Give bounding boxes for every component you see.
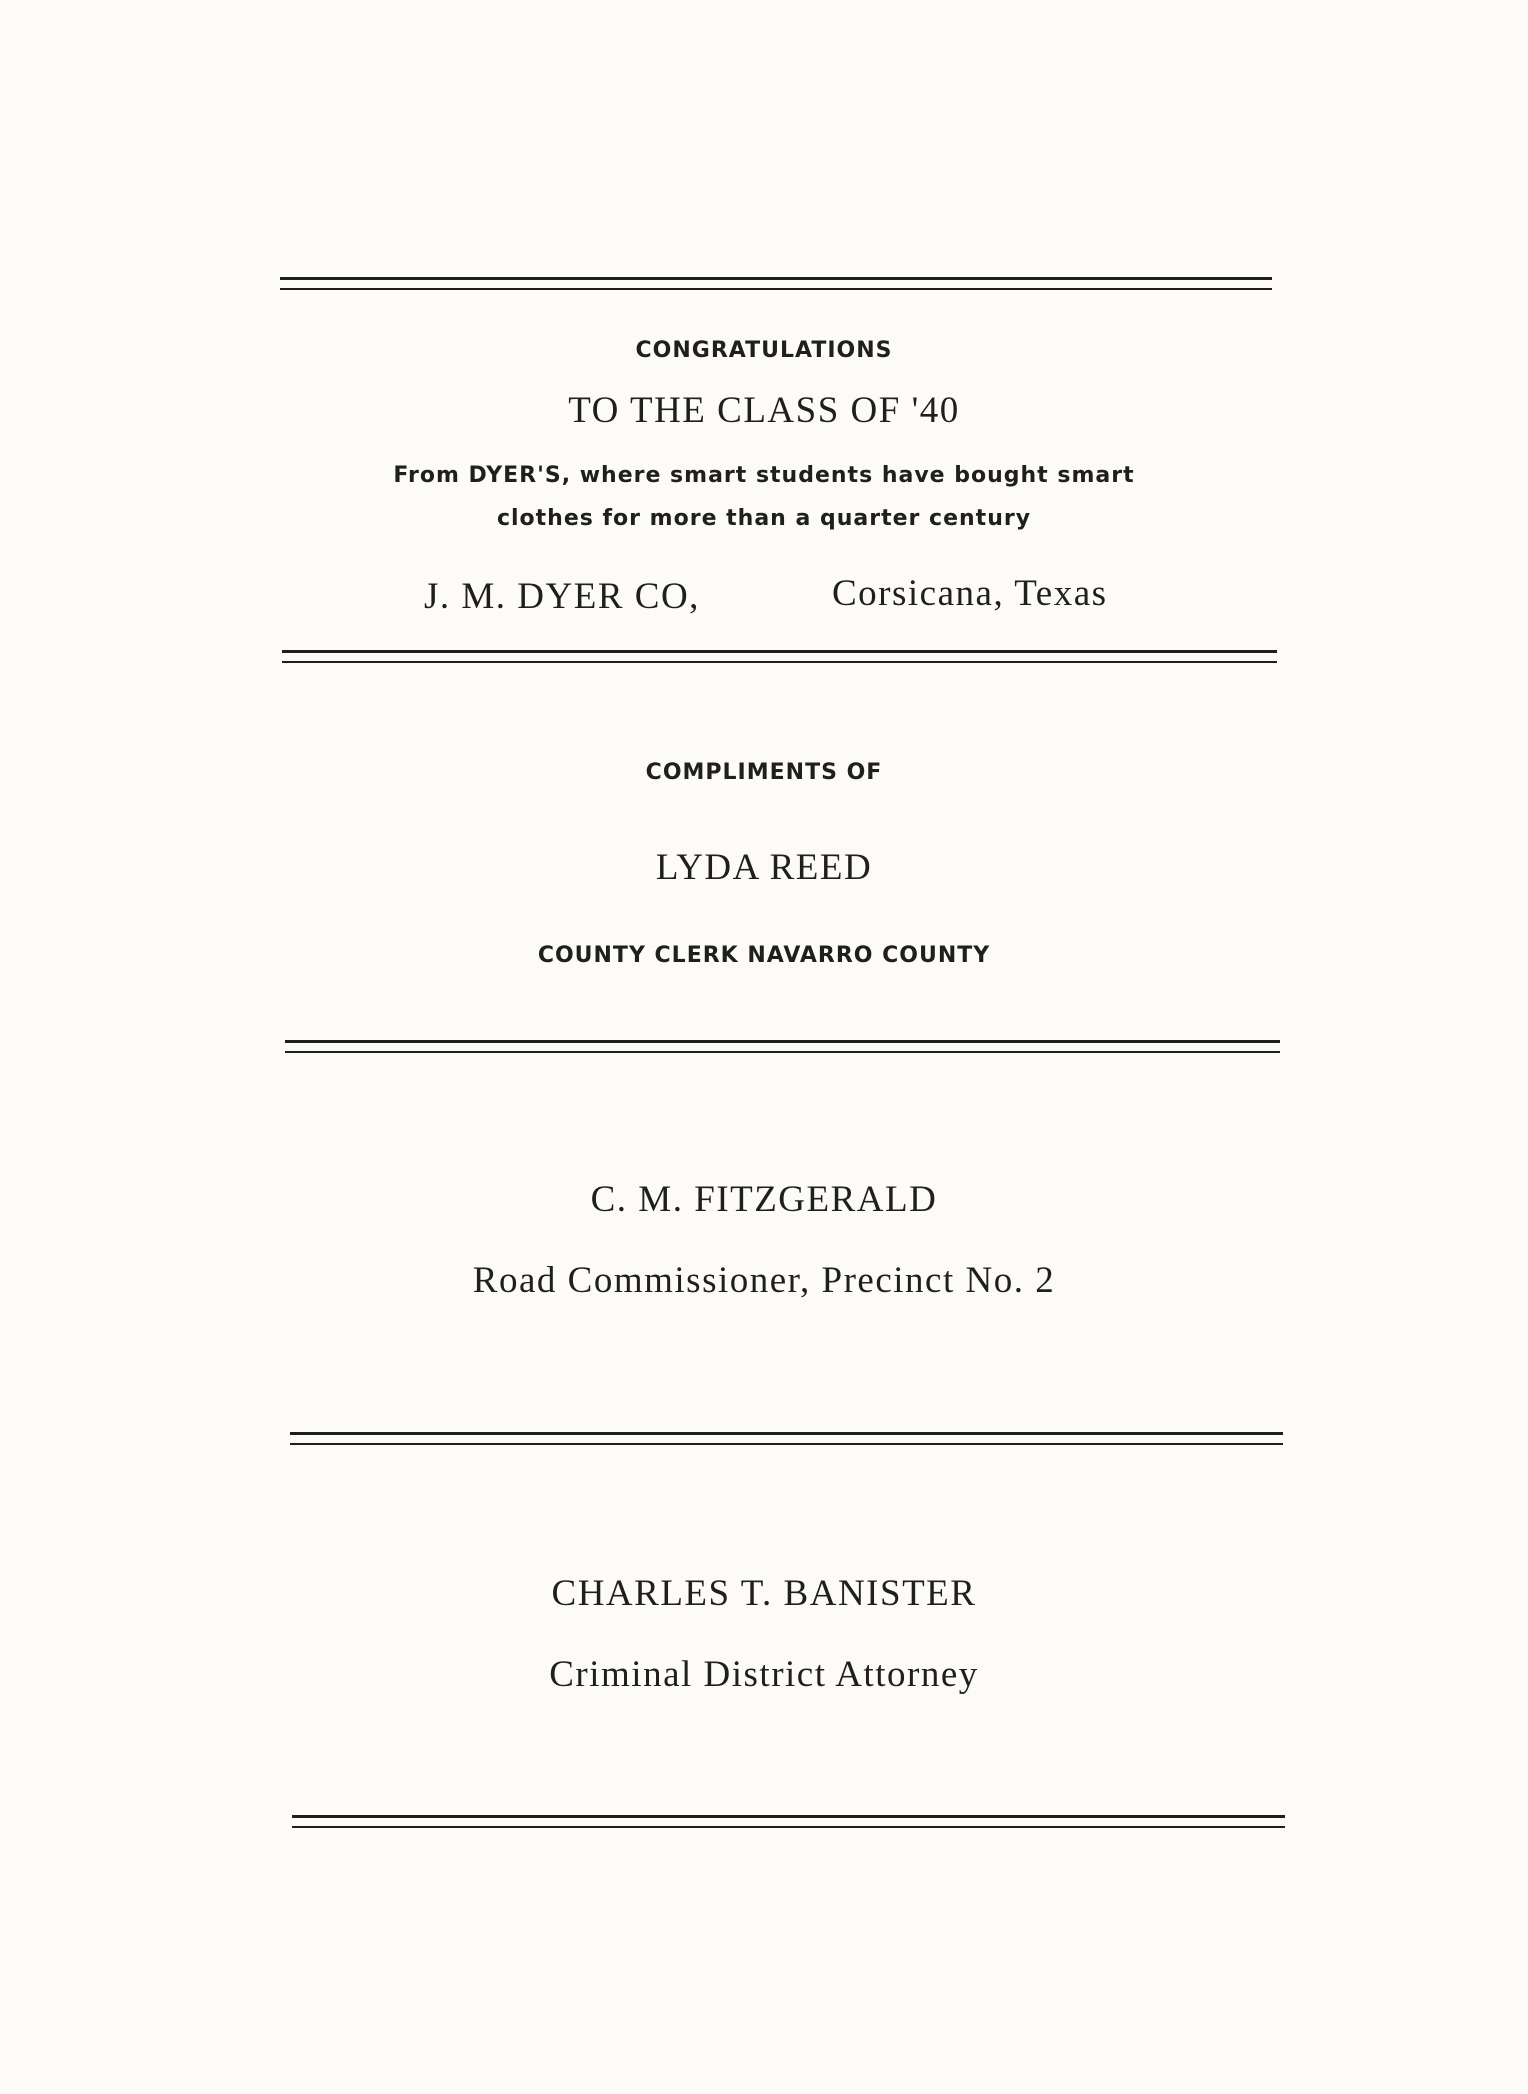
reed-name: LYDA REED [655, 847, 873, 888]
dyer-message-line-1: From DYER'S, where smart students have bought smart [393, 463, 1135, 488]
reed-heading: COMPLIMENTS OF [645, 760, 883, 785]
dyer-subheading: TO THE CLASS OF '40 [568, 390, 960, 431]
banister-title: Criminal District Attorney [549, 1654, 979, 1695]
dyer-message-line-2: clothes for more than a quarter century [496, 506, 1032, 531]
divider-rule [285, 1040, 1280, 1053]
fitzgerald-title: Road Commissioner, Precinct No. 2 [472, 1260, 1056, 1301]
reed-title: COUNTY CLERK NAVARRO COUNTY [537, 943, 991, 968]
divider-rule [282, 650, 1277, 663]
divider-rule [292, 1815, 1285, 1828]
dyer-heading: CONGRATULATIONS [635, 338, 893, 363]
dyer-company-name: J. M. DYER CO, [424, 576, 700, 617]
fitzgerald-name: C. M. FITZGERALD [590, 1179, 938, 1220]
dyer-location: Corsicana, Texas [832, 573, 1108, 614]
divider-rule [290, 1432, 1283, 1445]
dyer-company-row [0, 575, 1528, 625]
banister-name: CHARLES T. BANISTER [551, 1573, 977, 1614]
divider-rule [280, 277, 1272, 290]
